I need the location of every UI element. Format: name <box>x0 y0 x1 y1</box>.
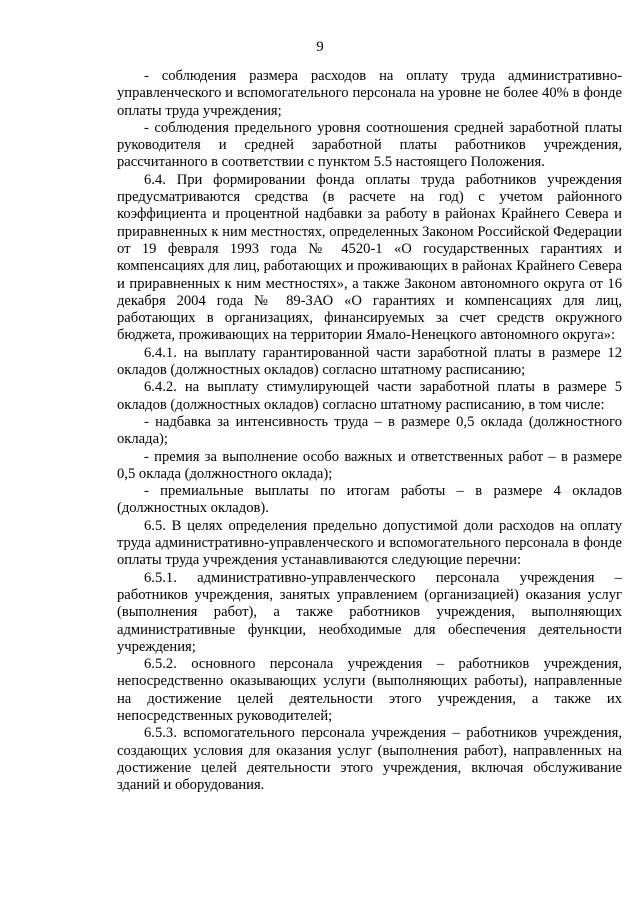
paragraph-important-work-bonus: - премия за выполнение особо важных и ответственных работ – в размере 0,5 оклада (должностного оклада); <box>117 448 622 482</box>
paragraph-performance-bonus: - премиальные выплаты по итогам работы – в размере 4 окладов (должностных окладов). <box>117 483 622 517</box>
page-number: 9 <box>316 39 324 55</box>
paragraph-salary-ratio: - соблюдения предельного уровня соотношения средней заработной платы руководителя и средней заработной платы работников учреждения, рассчитанного в соответствии с пунктом 5.5 настоящего Положения. <box>117 119 622 171</box>
paragraph-6-5: 6.5. В целях определения предельно допустимой доли расходов на оплату труда административно-управленческого и вспомогательного персонала в фонде оплаты труда учреждения устанавливаются следующие перечни: <box>117 517 622 569</box>
paragraph-6-4: 6.4. При формировании фонда оплаты труда работников учреждения предусматриваются средства (в расчете на год) с учетом районного коэффициента и процентной надбавки за работу в районах Крайнего Севера и приравненных к ним местностях, определенных Законом Российской Федерации от 19 февраля 1993 года № 4520-1 «О государственных гарантиях и компенсациях для лиц, работающих и проживающих в районах Крайнего Севера и приравненных к ним местностях», а также Законом автономного округа от 16 декабря 2004 года № 89-ЗАО «О гарантиях и компенсациях для лиц, работающих в организациях, финансируемых за счет средств окружного бюджета, проживающих на территории Ямало-Ненецкого автономного округа»: <box>117 171 622 344</box>
paragraph-6-5-3: 6.5.3. вспомогательного персонала учреждения – работников учреждения, создающих условия для оказания услуг (выполнения работ), направленных на достижение целей деятельности этого учреждения, включая обслуживание зданий и оборудования. <box>117 725 622 794</box>
paragraph-intensity-bonus: - надбавка за интенсивность труда – в размере 0,5 оклада (должностного оклада); <box>117 413 622 448</box>
paragraph-6-4-2: 6.4.2. на выплату стимулирующей части заработной платы в размере 5 окладов (должностных окладов) согласно штатному расписанию, в том числе: <box>117 379 622 413</box>
paragraph-6-4-1: 6.4.1. на выплату гарантированной части заработной платы в размере 12 окладов (должностных окладов) согласно штатному расписанию; <box>117 344 622 379</box>
document-body <box>117 68 622 794</box>
paragraph-6-5-2: 6.5.2. основного персонала учреждения – работников учреждения, непосредственно оказывающих услуги (выполняющих работы), направленные на достижение целей деятельности этого учреждения, а также их непосредственных руководителей; <box>117 656 622 724</box>
paragraph-admin-staff-share: - соблюдения размера расходов на оплату труда административно-управленческого и вспомогательного персонала на уровне не более 40% в фонде оплаты труда учреждения; <box>117 68 622 119</box>
paragraph-6-5-1: 6.5.1. административно-управленческого персонала учреждения – работников учреждения, занятых управлением (организацией) оказания услуг (выполнения работ), а также работников учреждения, выполняющих административные функции, необходимые для обеспечения деятельности учреждения; <box>117 569 622 655</box>
